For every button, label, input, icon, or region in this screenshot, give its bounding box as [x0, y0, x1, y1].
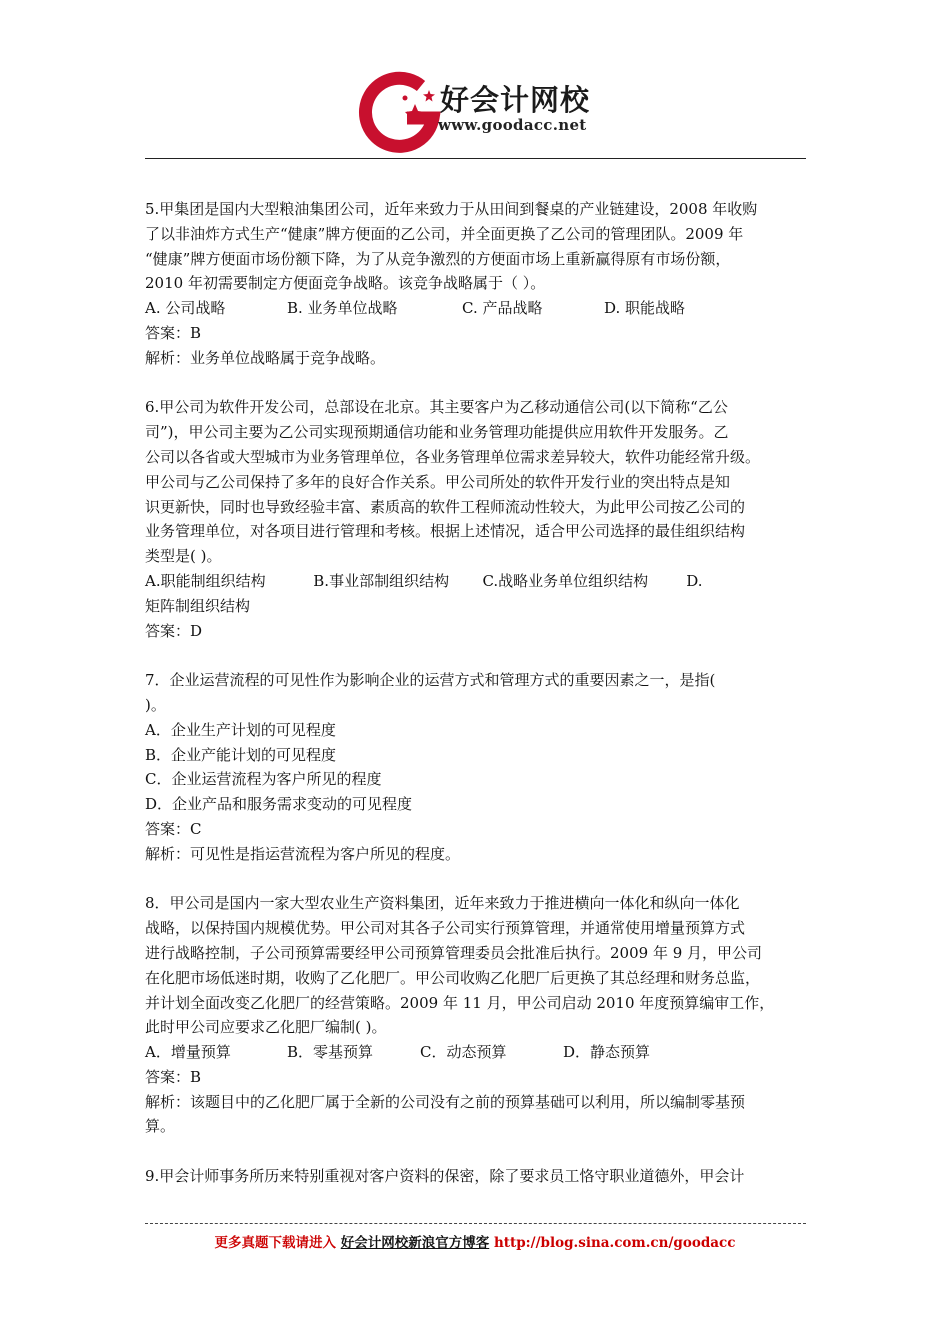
header-divider	[145, 158, 806, 159]
question-8	[145, 891, 807, 1139]
question-text-line: 7．企业运营流程的可见性作为影响企业的运营方式和管理方式的重要因素之一，是指(	[145, 671, 716, 690]
question-text-line: 公司以各省或大型城市为业务管理单位，各业务管理单位需求差异较大，软件功能经常升级。	[145, 447, 761, 466]
option-d: D. 职能战略	[604, 299, 686, 318]
option-a: A．增量预算	[145, 1043, 231, 1062]
option-c: C．动态预算	[420, 1043, 507, 1062]
question-text-line: 并计划全面改变乙化肥厂的经营策略。2009 年 11 月，甲公司启动 2010 年度预算编审工作，	[145, 993, 775, 1012]
answer: 答案：C	[145, 819, 202, 838]
question-text-line: 9.甲会计师事务所历来特别重视对客户资料的保密，除了要求员工恪守职业道德外，甲会计	[145, 1167, 745, 1186]
page-header	[0, 60, 950, 160]
question-text-line: 业务管理单位，对各项目进行管理和考核。根据上述情况，适合甲公司选择的最佳组织结构	[145, 522, 746, 541]
question-6	[145, 395, 807, 643]
answer: 答案：B	[145, 1067, 202, 1086]
options-line: 矩阵制组织结构	[145, 596, 251, 615]
goodacc-logo-icon	[355, 66, 445, 156]
option-c: C. 产品战略	[462, 299, 543, 318]
question-text-line: 6.甲公司为软件开发公司，总部设在北京。其主要客户为乙移动通信公司(以下简称“乙公	[145, 398, 728, 417]
question-7	[145, 668, 807, 866]
question-text-line: 类型是( )。	[145, 547, 222, 566]
footer-url-link[interactable]: http://blog.sina.com.cn/goodacc	[493, 1235, 736, 1251]
answer: 答案：B	[145, 323, 202, 342]
question-list	[145, 197, 807, 1189]
option-d: D．静态预算	[563, 1043, 651, 1062]
analysis: 解析：业务单位战略属于竞争战略。	[145, 348, 386, 367]
page-footer	[0, 1231, 950, 1251]
brand-url: www.goodacc.net	[438, 116, 587, 134]
option-c: C．企业运营流程为客户所见的程度	[145, 770, 382, 789]
question-text-line: 甲公司与乙公司保持了多年的良好合作关系。甲公司所处的软件开发行业的突出特点是知	[145, 472, 731, 491]
option-b: B. 业务单位战略	[287, 299, 398, 318]
footer-blog-link[interactable]: 好会计网校新浪官方博客	[340, 1235, 490, 1251]
footer-prefix: 更多真题下载请进入	[214, 1235, 337, 1251]
question-text-line: 了以非油炸方式生产“健康”牌方便面的乙公司，并全面更换了乙公司的管理团队。2009 年	[145, 224, 744, 243]
footer-divider	[145, 1223, 806, 1224]
brand-name: 好会计网校	[440, 83, 591, 117]
analysis: 解析：可见性是指运营流程为客户所见的程度。	[145, 844, 461, 863]
question-text-line: 司”)，甲公司主要为乙公司实现预期通信功能和业务管理功能提供应用软件开发服务。乙	[145, 423, 729, 442]
option-a: A. 公司战略	[145, 299, 226, 318]
option-d: D．企业产品和服务需求变动的可见程度	[145, 795, 413, 814]
option-b: B．零基预算	[287, 1043, 374, 1062]
question-5	[145, 197, 807, 371]
options-row	[145, 296, 807, 321]
question-text-line: 战略，以保持国内规模优势。甲公司对其各子公司实行预算管理，并通常使用增量预算方式	[145, 919, 746, 938]
option-b: B．企业产能计划的可见程度	[145, 745, 337, 764]
question-text-line: 8．甲公司是国内一家大型农业生产资料集团，近年来致力于推进横向一体化和纵向一体化	[145, 894, 740, 913]
analysis: 解析：该题目中的乙化肥厂属于全新的公司没有之前的预算基础可以利用，所以编制零基预	[145, 1092, 746, 1111]
question-text-line: 进行战略控制，子公司预算需要经甲公司预算管理委员会批准后执行。2009 年 9 月，甲公司	[145, 943, 763, 962]
question-text-line: 识更新快，同时也导致经验丰富、素质高的软件工程师流动性较大，为此甲公司按乙公司的	[145, 497, 746, 516]
question-text-line: 5.甲集团是国内大型粮油集团公司，近年来致力于从田间到餐桌的产业链建设，2008 年收购	[145, 200, 758, 218]
question-text-line: “健康”牌方便面市场份额下降，为了从竞争激烈的方便面市场上重新赢得原有市场份额，	[145, 249, 731, 268]
answer: 答案：D	[145, 621, 203, 640]
question-9	[145, 1164, 807, 1189]
option-a: A．企业生产计划的可见程度	[145, 720, 336, 739]
options-row	[145, 1040, 807, 1065]
question-text-line: 此时甲公司应要求乙化肥厂编制( )。	[145, 1018, 387, 1037]
question-text-line: )。	[145, 695, 166, 714]
question-text-line: 在化肥市场低迷时期，收购了乙化肥厂。甲公司收购乙化肥厂后更换了其总经理和财务总监，	[145, 968, 761, 987]
question-text-line: 2010 年初需要制定方便面竞争战略。该竞争战略属于（ ）。	[145, 274, 546, 293]
analysis: 算。	[145, 1117, 176, 1136]
options-line: A.职能制组织结构 B.事业部制组织结构 C.战略业务单位组织结构 D.	[145, 571, 703, 590]
